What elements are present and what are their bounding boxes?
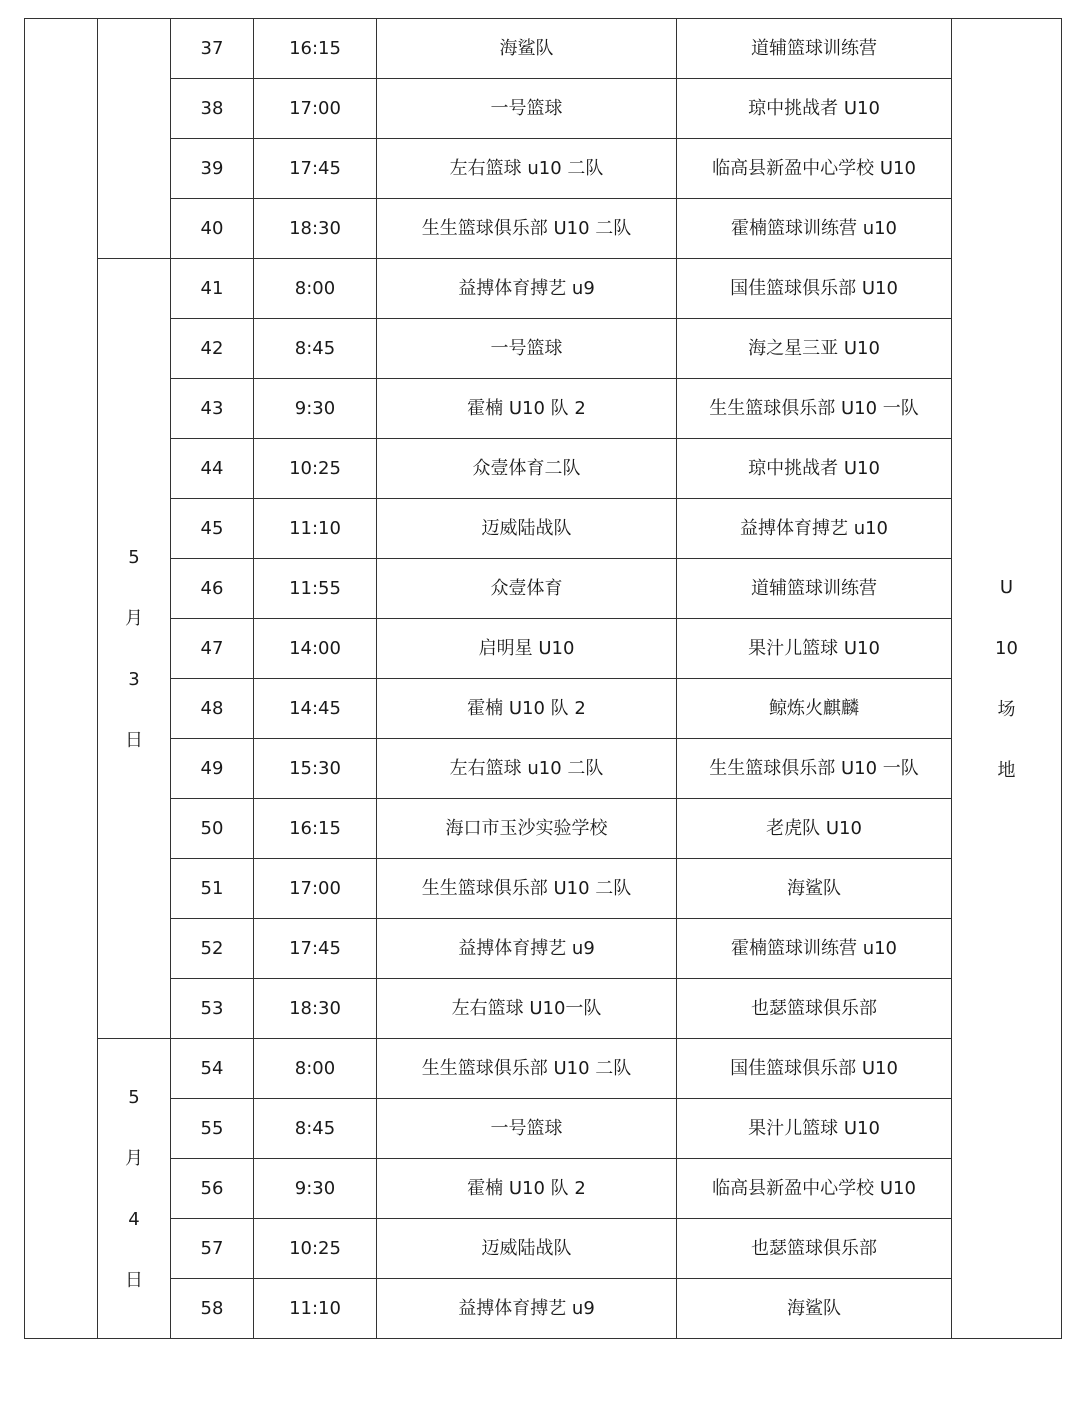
table-row <box>25 1279 1062 1339</box>
home-team-cell: 左右篮球 U10一队 <box>377 979 677 1039</box>
date-text <box>98 527 170 771</box>
table-row <box>25 439 1062 499</box>
match-time-cell: 8:45 <box>254 319 377 379</box>
table-row <box>25 739 1062 799</box>
match-time-cell: 10:25 <box>254 1219 377 1279</box>
date-char: 月 <box>125 1147 143 1169</box>
date-cell <box>98 259 171 1039</box>
match-time-cell: 11:10 <box>254 1279 377 1339</box>
table-row <box>25 919 1062 979</box>
match-schedule-table <box>24 18 1062 1339</box>
home-team-cell: 一号篮球 <box>377 319 677 379</box>
match-number-cell: 57 <box>171 1219 254 1279</box>
match-time-cell: 14:45 <box>254 679 377 739</box>
home-team-cell: 迈威陆战队 <box>377 1219 677 1279</box>
match-time-cell: 8:00 <box>254 1039 377 1099</box>
away-team-cell: 海之星三亚 U10 <box>677 319 952 379</box>
date-cell <box>98 19 171 259</box>
match-number-cell: 42 <box>171 319 254 379</box>
away-team-cell: 国佳篮球俱乐部 U10 <box>677 1039 952 1099</box>
away-team-cell: 霍楠篮球训练营 u10 <box>677 199 952 259</box>
home-team-cell: 益搏体育搏艺 u9 <box>377 919 677 979</box>
table-row <box>25 559 1062 619</box>
match-number-cell: 43 <box>171 379 254 439</box>
table-row <box>25 619 1062 679</box>
match-number-cell: 50 <box>171 799 254 859</box>
away-team-cell: 老虎队 U10 <box>677 799 952 859</box>
match-number-cell: 38 <box>171 79 254 139</box>
match-number-cell: 40 <box>171 199 254 259</box>
home-team-cell: 霍楠 U10 队 2 <box>377 1159 677 1219</box>
match-time-cell: 17:45 <box>254 139 377 199</box>
blank-column-cell <box>25 19 98 1339</box>
venue-char: U <box>999 576 1014 598</box>
away-team-cell: 琼中挑战者 U10 <box>677 79 952 139</box>
away-team-cell: 果汁儿篮球 U10 <box>677 619 952 679</box>
date-char: 5 <box>128 1086 140 1108</box>
away-team-cell: 也瑟篮球俱乐部 <box>677 979 952 1039</box>
table-row <box>25 1219 1062 1279</box>
match-time-cell: 14:00 <box>254 619 377 679</box>
match-number-cell: 55 <box>171 1099 254 1159</box>
match-time-cell: 11:55 <box>254 559 377 619</box>
home-team-cell: 众壹体育二队 <box>377 439 677 499</box>
home-team-cell: 益搏体育搏艺 u9 <box>377 1279 677 1339</box>
date-char: 3 <box>128 668 140 690</box>
table-row <box>25 799 1062 859</box>
away-team-cell: 海鲨队 <box>677 1279 952 1339</box>
schedule-body <box>25 19 1062 1339</box>
match-number-cell: 48 <box>171 679 254 739</box>
venue-text <box>952 557 1061 801</box>
date-char: 5 <box>128 546 140 568</box>
away-team-cell: 琼中挑战者 U10 <box>677 439 952 499</box>
home-team-cell: 生生篮球俱乐部 U10 二队 <box>377 859 677 919</box>
venue-cell <box>952 19 1062 1339</box>
home-team-cell: 迈威陆战队 <box>377 499 677 559</box>
date-char: 日 <box>125 729 143 751</box>
home-team-cell: 左右篮球 u10 二队 <box>377 739 677 799</box>
match-number-cell: 49 <box>171 739 254 799</box>
table-row <box>25 1159 1062 1219</box>
home-team-cell: 左右篮球 u10 二队 <box>377 139 677 199</box>
home-team-cell: 启明星 U10 <box>377 619 677 679</box>
date-char: 日 <box>125 1269 143 1291</box>
table-row <box>25 1039 1062 1099</box>
match-time-cell: 8:45 <box>254 1099 377 1159</box>
away-team-cell: 生生篮球俱乐部 U10 一队 <box>677 739 952 799</box>
away-team-cell: 道辅篮球训练营 <box>677 19 952 79</box>
match-number-cell: 47 <box>171 619 254 679</box>
table-row <box>25 199 1062 259</box>
match-time-cell: 15:30 <box>254 739 377 799</box>
table-row <box>25 979 1062 1039</box>
table-row <box>25 379 1062 439</box>
date-char: 4 <box>128 1208 140 1230</box>
match-number-cell: 41 <box>171 259 254 319</box>
away-team-cell: 也瑟篮球俱乐部 <box>677 1219 952 1279</box>
match-time-cell: 18:30 <box>254 199 377 259</box>
match-number-cell: 51 <box>171 859 254 919</box>
away-team-cell: 霍楠篮球训练营 u10 <box>677 919 952 979</box>
home-team-cell: 益搏体育搏艺 u9 <box>377 259 677 319</box>
match-number-cell: 37 <box>171 19 254 79</box>
home-team-cell: 海鲨队 <box>377 19 677 79</box>
match-number-cell: 46 <box>171 559 254 619</box>
table-row <box>25 1099 1062 1159</box>
match-time-cell: 8:00 <box>254 259 377 319</box>
match-time-cell: 17:00 <box>254 79 377 139</box>
table-row <box>25 859 1062 919</box>
away-team-cell: 果汁儿篮球 U10 <box>677 1099 952 1159</box>
home-team-cell: 霍楠 U10 队 2 <box>377 379 677 439</box>
away-team-cell: 临高县新盈中心学校 U10 <box>677 1159 952 1219</box>
match-time-cell: 16:15 <box>254 799 377 859</box>
match-time-cell: 11:10 <box>254 499 377 559</box>
table-row <box>25 139 1062 199</box>
match-number-cell: 58 <box>171 1279 254 1339</box>
venue-char: 地 <box>997 759 1016 781</box>
away-team-cell: 国佳篮球俱乐部 U10 <box>677 259 952 319</box>
home-team-cell: 众壹体育 <box>377 559 677 619</box>
home-team-cell: 霍楠 U10 队 2 <box>377 679 677 739</box>
match-time-cell: 9:30 <box>254 379 377 439</box>
home-team-cell: 一号篮球 <box>377 1099 677 1159</box>
table-row <box>25 79 1062 139</box>
match-number-cell: 52 <box>171 919 254 979</box>
match-number-cell: 45 <box>171 499 254 559</box>
match-time-cell: 17:00 <box>254 859 377 919</box>
match-time-cell: 16:15 <box>254 19 377 79</box>
match-number-cell: 56 <box>171 1159 254 1219</box>
table-row <box>25 499 1062 559</box>
table-row <box>25 259 1062 319</box>
table-row <box>25 19 1062 79</box>
home-team-cell: 一号篮球 <box>377 79 677 139</box>
venue-char: 10 <box>995 637 1018 659</box>
match-number-cell: 54 <box>171 1039 254 1099</box>
match-number-cell: 39 <box>171 139 254 199</box>
away-team-cell: 生生篮球俱乐部 U10 一队 <box>677 379 952 439</box>
match-time-cell: 18:30 <box>254 979 377 1039</box>
table-row <box>25 679 1062 739</box>
date-text <box>98 1067 170 1311</box>
venue-char: 场 <box>997 698 1016 720</box>
away-team-cell: 道辅篮球训练营 <box>677 559 952 619</box>
away-team-cell: 鲸炼火麒麟 <box>677 679 952 739</box>
match-time-cell: 10:25 <box>254 439 377 499</box>
away-team-cell: 临高县新盈中心学校 U10 <box>677 139 952 199</box>
date-char: 月 <box>125 607 143 629</box>
home-team-cell: 生生篮球俱乐部 U10 二队 <box>377 199 677 259</box>
table-row <box>25 319 1062 379</box>
away-team-cell: 海鲨队 <box>677 859 952 919</box>
home-team-cell: 海口市玉沙实验学校 <box>377 799 677 859</box>
match-number-cell: 53 <box>171 979 254 1039</box>
match-time-cell: 9:30 <box>254 1159 377 1219</box>
match-time-cell: 17:45 <box>254 919 377 979</box>
home-team-cell: 生生篮球俱乐部 U10 二队 <box>377 1039 677 1099</box>
date-cell <box>98 1039 171 1339</box>
match-number-cell: 44 <box>171 439 254 499</box>
away-team-cell: 益搏体育搏艺 u10 <box>677 499 952 559</box>
